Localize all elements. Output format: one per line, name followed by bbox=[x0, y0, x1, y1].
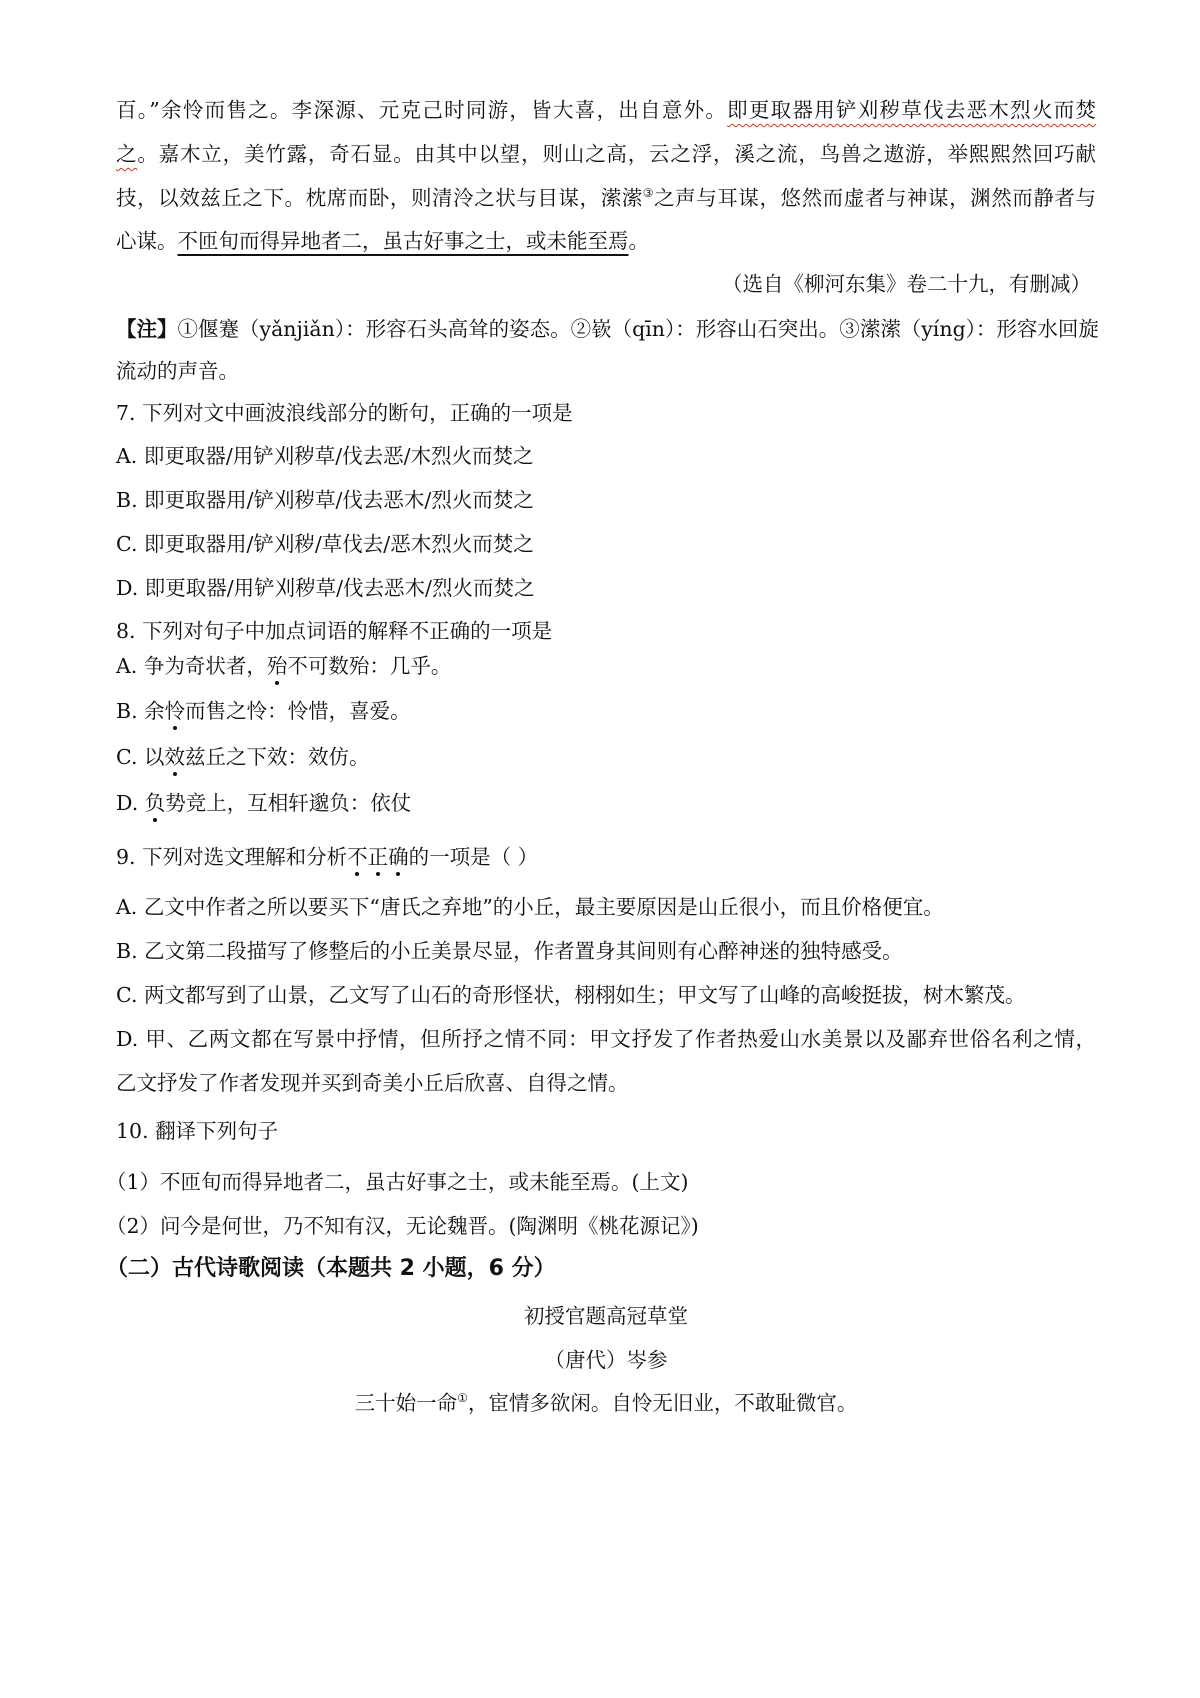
question-8-option-a bbox=[116, 651, 1096, 681]
option-text: 势竞上，互相轩邈负：依仗 bbox=[165, 791, 412, 815]
underlined-sentence: 不匝旬而得异地者二，虽古好事之士，或未能至焉 bbox=[177, 229, 629, 253]
question-7-stem: 7. 下列对文中画波浪线部分的断句，正确的一项是 bbox=[116, 401, 573, 425]
question-8-stem: 8. 下列对句子中加点词语的解释不正确的一项是 bbox=[116, 619, 553, 643]
note-line-1 bbox=[116, 314, 1099, 344]
passage-text: 百。”余怜而售之。李深源、元克己时同游，皆大喜，出自意外。 bbox=[116, 98, 728, 122]
note-text: ①偃蹇（yǎnjiǎn）：形容石头高耸的姿态。②嵚（qīn）：形容山石突出。③潆潆（yíng）：形容水回旋 bbox=[177, 317, 1099, 341]
option-text: C. 以 bbox=[116, 745, 165, 769]
poem-line-1 bbox=[116, 1388, 1096, 1418]
option-text: A. 争为奇状者， bbox=[116, 654, 267, 678]
passage-line-1 bbox=[116, 95, 1096, 125]
poem-author: （唐代）岑参 bbox=[544, 1348, 668, 1372]
passage-text: 。嘉木立，美竹露，奇石显。由其中以望，则山之高，云之浮，溪之流，鸟兽之遨游，举熙熙然回巧献 bbox=[137, 142, 1097, 166]
passage-source: （选自《柳河东集》卷二十九，有删减） bbox=[722, 272, 1091, 296]
question-8-option-b bbox=[116, 696, 1096, 726]
dotted-word: 负 bbox=[144, 791, 166, 815]
dotted-word: 效 bbox=[164, 745, 185, 769]
passage-text: 心谋。 bbox=[116, 229, 178, 253]
stem-text: 的一项是（ ） bbox=[408, 845, 539, 869]
question-8-option-c bbox=[116, 742, 1096, 772]
option-text: D. bbox=[116, 791, 145, 815]
question-9-option-c: C. 两文都写到了山景，乙文写了山石的奇形怪状，栩栩如生；甲文写了山峰的高峻挺拔，树木繁茂。 bbox=[116, 983, 1026, 1007]
passage-text: 。 bbox=[628, 229, 649, 253]
poem-title: 初授官题高冠草堂 bbox=[524, 1304, 688, 1328]
option-text: 不可数殆：几乎。 bbox=[287, 654, 452, 678]
question-10-sentence-2: （2）问今是何世，乃不知有汉，无论魏晋。(陶渊明《桃花源记》) bbox=[106, 1214, 699, 1238]
passage-text: 之声与耳谋，悠然而虚者与神谋，渊然而静者与 bbox=[654, 186, 1096, 210]
option-text: B. 余 bbox=[116, 699, 165, 723]
dotted-word: 确 bbox=[388, 845, 409, 869]
question-7-option-b: B. 即更取器用/铲刈秽草/伐去恶木/烈火而焚之 bbox=[116, 488, 534, 512]
poem-text: 三十始一命 bbox=[354, 1391, 458, 1415]
wavy-underlined-text: 即更取器用铲刈秽草伐去恶木烈火而焚 bbox=[727, 98, 1097, 122]
question-9-option-b: B. 乙文第二段描写了修整后的小丘美景尽显，作者置身其间则有心醉神迷的独特感受。 bbox=[116, 939, 903, 963]
question-10-stem: 10. 翻译下列句子 bbox=[116, 1119, 279, 1143]
wavy-underlined-text: 之 bbox=[116, 142, 138, 166]
option-text: 而售之怜：怜惜，喜爱。 bbox=[185, 699, 411, 723]
poem-text: ，宦情多欲闲。自怜无旧业，不敢耻微官。 bbox=[467, 1391, 858, 1415]
question-7-option-a: A. 即更取器/用铲刈秽草/伐去恶/木烈火而焚之 bbox=[116, 444, 534, 468]
question-7-option-c: C. 即更取器用/铲刈秽/草伐去/恶木烈火而焚之 bbox=[116, 532, 534, 556]
option-text: 兹丘之下效：效仿。 bbox=[185, 745, 370, 769]
question-9-option-a: A. 乙文中作者之所以要买下“唐氏之弃地”的小丘，最主要原因是山丘很小，而且价格便宜。 bbox=[116, 895, 944, 919]
passage-line-3 bbox=[116, 183, 1096, 213]
passage-text: 技，以效兹丘之下。枕席而卧，则清泠之状与目谋，潆潆 bbox=[116, 186, 643, 210]
footnote-marker: ① bbox=[457, 1391, 468, 1406]
question-8-option-d bbox=[116, 788, 1096, 818]
footnote-marker: ③ bbox=[642, 186, 655, 201]
section-heading: （二）古代诗歌阅读（本题共 2 小题，6 分） bbox=[106, 1256, 556, 1281]
question-9-option-d-line-1: D. 甲、乙两文都在写景中抒情，但所抒之情不同：甲文抒发了作者热爱山水美景以及鄙弃世俗名利之情， bbox=[116, 1027, 1096, 1051]
dotted-word: 不 bbox=[347, 845, 368, 869]
question-9-option-d-line-2: 乙文抒发了作者发现并买到奇美小丘后欣喜、自得之情。 bbox=[116, 1071, 629, 1095]
question-10-sentence-1: （1）不匝旬而得异地者二，虽古好事之士，或未能至焉。(上文) bbox=[106, 1170, 689, 1194]
note-line-2: 流动的声音。 bbox=[116, 359, 239, 383]
passage-line-2 bbox=[116, 139, 1096, 169]
question-9-stem bbox=[116, 842, 1096, 872]
dotted-word: 正 bbox=[367, 845, 389, 869]
note-label: 【注】 bbox=[116, 317, 178, 341]
dotted-word: 怜 bbox=[164, 699, 186, 723]
dotted-word: 殆 bbox=[266, 654, 288, 678]
stem-text: 9. 下列对选文理解和分析 bbox=[116, 845, 348, 869]
question-7-option-d: D. 即更取器/用铲刈秽草/伐去恶木/烈火而焚之 bbox=[116, 576, 535, 600]
passage-line-4 bbox=[116, 226, 1096, 256]
